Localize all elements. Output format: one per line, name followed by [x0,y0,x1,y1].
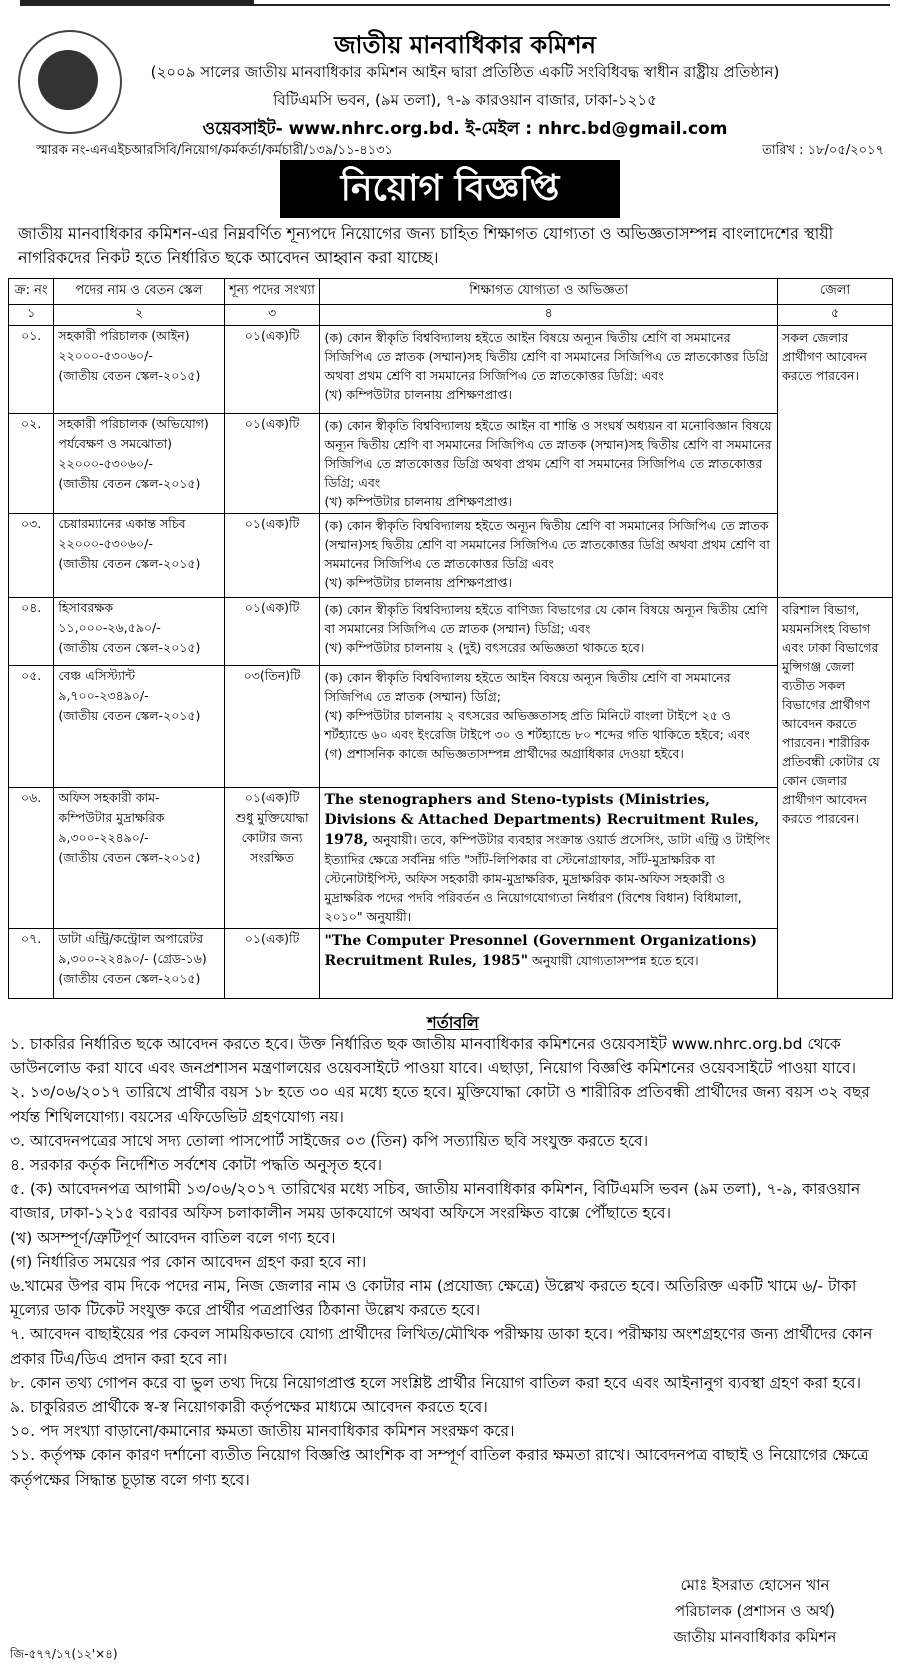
rules-title: The stenographers and Steno-typists (Ministries, Divisions & Attached Departments) Recruitment Rules, 1978, [324,792,760,848]
signature-block [615,1572,895,1650]
row-qualification: The stenographers and Steno-typists (Ministries, Divisions & Attached Departments) Recruitment Rules, 1978, অনুযায়ী। তবে, কম্পিউটার ব্যবহার সংক্রান্ত ওয়ার্ড প্রসেসিং, ডাটা এন্ট্রি ও টাইপিং ইত্যাদির ক্ষেত্রে সর্বনিম্ন গতি "সাঁট-লিপিকার বা স্টেনোগ্রাফার, সাঁট-মুদ্রাক্ষরিক বা স্টেনোটাইপিস্ট, অফিস সহকারী কাম-মুদ্রাক্ষরিক, মুদ্রাক্ষরিক কাম-অফিস সহকারী ও মুদ্রাক্ষরিক পদের পদবি পরিবর্তন ও নিয়োগযোগ্যতা নির্ধারণ (বিশেষ বিধান) বিধিমালা, ২০১০" অনুযায়ী। [320,788,778,929]
condition-item: ১. চাকরির নির্ধারিত ছকে আবেদন করতে হবে। উক্ত নির্ধারিত ছক জাতীয় মানবাধিকার কমিশনের ওয়েবসাইট www.nhrc.org.bd থেকে ডাউনলোড করা যাবে এবং জনপ্রশাসন মন্ত্রণালয়ের ওয়েবসাইটে পাওয়া যাবে। এছাড়া, নিয়োগ বিজ্ঞপ্তি কমিশনের ওয়েবসাইটে পাওয়া যাবে। [10,1035,857,1078]
condition-item: ৫. (ক) আবেদনপত্র আগামী ১৩/০৬/২০১৭ তারিখের মধ্যে সচিব, জাতীয় মানবাধিকার কমিশন, বিটিএমসি ভবন (৯ম তলা), ৭-৯, কারওয়ান বাজার, ঢাকা-১২১৫ বরাবর অফিস চলাকালীন সময় ডাকযোগে অথবা অফিসে সংরক্ষিত বাক্সে পৌঁছাতে হবে। [10,1180,861,1223]
row-qualification: (ক) কোন স্বীকৃতি বিশ্ববিদ্যালয় হইতে অন্যূন দ্বিতীয় শ্রেণি বা সমমানের সিজিপিএ তে স্নাতক (সম্মান)সহ দ্বিতীয় শ্রেণি বা সমমানের সিজিপিএ তে স্নাতকোত্তর ডিগ্রি অথবা প্রথম শ্রেণি বা সমমানের সিজিপিএ তে স্নাতকোত্তর ডিগ্রি এবং (খ) কম্পিউটার চালনায় প্রশিক্ষণপ্রাপ্ত। [320,514,778,598]
reference-row [36,141,884,162]
org-title: জাতীয় মানবাধিকার কমিশন [334,31,596,59]
condition-item: ৬.খামের উপর বাম দিকে পদের নাম, নিজ জেলার নাম ও কোটার নাম (প্রযোজ্য ক্ষেত্রে) উল্লেখ করতে হবে। অতিরিক্ত একটি খামে ৬/- টাকা মূল্যের ডাক টিকেট সংযুক্ত করে প্রার্থীর পত্রপ্রাপ্তির ঠিকানা উল্লেখ করতে হবে। [10,1277,857,1320]
rules-title: "The Computer Presonnel (Government Organizations) Recruitment Rules, 1985" [324,933,757,969]
row-qualification: (ক) কোন স্বীকৃতি বিশ্ববিদ্যালয় হইতে বাণিজ্য বিভাগের যে কোন বিষয়ে অন্যূন দ্বিতীয় শ্রেণি বা সমমানের সিজিপিএ তে স্নাতক (সম্মান) ডিগ্রি; এবং (খ) কম্পিউটার চালনায় ২ (দুই) বৎসরের অভিজ্ঞতা থাকতে হবে। [320,598,778,666]
row-serial: ০১. [9,326,54,414]
row-count: ০৩(তিন)টি [224,666,320,788]
conditions-list [10,1032,888,1492]
row-serial: ০৬. [9,788,54,929]
row-serial: ০৩. [9,514,54,598]
reference-number: স্মারক নং-এনএইচআরসিবি/নিয়োগ/কর্মকর্তা/কর্মচারী/১৩৯/১১-৪১৩১ [36,143,393,158]
org-address: বিটিএমসি ভবন, (৯ম তলা), ৭-৯ কারওয়ান বাজার, ঢাকা-১২১৫ [273,91,657,109]
job-table [8,278,893,999]
condition-item: ৭. আবেদন বাছাইয়ের পর কেবল সাময়িকভাবে যোগ্য প্রার্থীদের লিখিত/মৌখিক পরীক্ষায় ডাকা হবে। পরীক্ষায় অংশগ্রহণের জন্য প্রার্থীদের কোন প্রকার টিএ/ডিএ প্রদান করা হবে না। [10,1325,873,1368]
header-post: পদের নাম ও বেতন স্কেল [54,279,224,305]
footnote: জি-৫৭৭/১৭(১২'×৪) [10,1647,118,1661]
signatory-designation: পরিচালক (প্রশাসন ও অর্থ) [675,1602,835,1620]
condition-item: ৪. সরকার কর্তৃক নির্দেশিত সর্বশেষ কোটা পদ্ধতি অনুসৃত হবে। [10,1156,383,1175]
table-row [9,414,893,514]
row-post: সহকারী পরিচালক (অভিযোগ) পর্যবেক্ষণ ও সমঝোতা) ২২০০০-৫৩০৬০/- (জাতীয় বেতন স্কেল-২০১৫) [54,414,224,514]
condition-item: ৮. কোন তথ্য গোপন করে বা ভুল তথ্য দিয়ে নিয়োগপ্রাপ্ত হলে সংশ্লিষ্ট প্রার্থীর নিয়োগ বাতিল করা হবে এবং আইনানুগ ব্যবস্থা গ্রহণ করা হবে। [10,1373,862,1392]
col-number: ৪ [320,305,778,326]
col-number: ৫ [778,305,893,326]
row-post: ডাটা এন্ট্রি/কন্ট্রোল অপারেটর ৯,৩০০-২২৪৯০/- (গ্রেড-১৬) (জাতীয় বেতন স্কেল-২০১৫) [54,929,224,999]
condition-item: ৩. আবেদনপত্রের সাথে সদ্য তোলা পাসপোর্ট সাইজের ০৩ (তিন) কপি সত্যায়িত ছবি সংযুক্ত করতে হবে। [10,1131,649,1150]
table-row [9,514,893,598]
row-count: ০১(এক)টি [224,598,320,666]
org-web-email: ওয়েবসাইট- www.nhrc.org.bd. ই-মেইল : nhrc.bd@gmail.com [202,119,728,139]
letterhead [0,12,906,139]
row-qualification: (ক) কোন স্বীকৃতি বিশ্ববিদ্যালয় হইতে আইন বিষয়ে অন্যূন দ্বিতীয় শ্রেণি বা সমমানের সিজিপিএ তে স্নাতক (সম্মান) ডিগ্রি; (খ) কম্পিউটার চালনায় ২ বৎসরের অভিজ্ঞতাসহ প্রতি মিনিটে বাংলা টাইপে ২৫ ও শর্টহ্যান্ডে ৬০ এবং ইংরেজি টাইপে ৩০ ও শর্টহ্যান্ডে ৮০ শব্দের গতি থাকিতে হইবে; এবং (গ) প্রশাসনিক কাজে অভিজ্ঞতাসম্পন্ন প্রার্থীদের অগ্রাধিকার দেওয়া হইবে। [320,666,778,788]
row-serial: ০৪. [9,598,54,666]
notice-date: তারিখ : ১৮/০৫/২০১৭ [762,143,884,158]
row-count: ০১(এক)টি [224,514,320,598]
col-number: ১ [9,305,54,326]
top-rule [20,0,890,6]
column-number-row [9,305,893,326]
table-row [9,666,893,788]
row-qualification: (ক) কোন স্বীকৃতি বিশ্ববিদ্যালয় হইতে আইন বা শান্তি ও সংঘর্ষ অধ্যয়ন বা মনোবিজ্ঞান বিষয়ে অন্যূন দ্বিতীয় শ্রেণি বা সমমানের সিজিপিএ তে স্নাতক (সম্মান)সহ দ্বিতীয় শ্রেণি বা সমমানের সিজিপিএ তে স্নাতকোত্তর ডিগ্রি অথবা প্রথম শ্রেণি বা সমমানের সিজিপিএ তে স্নাতকোত্তর ডিগ্রি; এবং (খ) কম্পিউটার চালনায় প্রশিক্ষণপ্রাপ্ত। [320,414,778,514]
row-post: হিসাবরক্ষক ১১,০০০-২৬,৫৯০/- (জাতীয় বেতন স্কেল-২০১৫) [54,598,224,666]
row-district: বরিশাল বিভাগ, ময়মনসিংহ বিভাগ এবং ঢাকা বিভাগের মুন্সিগঞ্জ জেলা ব্যতীত সকল বিভাগের প্রার্থীগণ আবেদন করতে পারবেন। শারীরিক প্রতিবন্ধী কোটার যে কোন জেলার প্রার্থীগণ আবেদন করতে পারবেন। [778,598,893,999]
row-post: চেয়ারম্যানের একান্ত সচিব ২২০০০-৫৩০৬০/- (জাতীয় বেতন স্কেল-২০১৫) [54,514,224,598]
row-qualification: "The Computer Presonnel (Government Organizations) Recruitment Rules, 1985" অনুযায়ী যোগ্যতাসম্পন্ন হতে হবে। [320,929,778,999]
row-qualification: (ক) কোন স্বীকৃতি বিশ্ববিদ্যালয় হইতে আইন বিষয়ে অন্যূন দ্বিতীয় শ্রেণি বা সমমানের সিজিপিএ তে স্নাতক (সম্মান)সহ দ্বিতীয় শ্রেণি বা সমমানের সিজিপিএ তে স্নাতকোত্তর ডিগ্রি অথবা প্রথম শ্রেণি বা সমমানের সিজিপিএ তে স্নাতকোত্তর ডিগ্রি: এবং (খ) কম্পিউটার চালনায় প্রশিক্ষণপ্রাপ্ত। [320,326,778,414]
header-qualification: শিক্ষাগত যোগ্যতা ও অভিজ্ঞতা [320,279,778,305]
row-district: সকল জেলার প্রার্থীগণ আবেদন করতে পারবেন। [778,326,893,598]
table-header-row [9,279,893,305]
header-count: শূন্য পদের সংখ্যা [224,279,320,305]
header-district: জেলা [778,279,893,305]
condition-item: ১১. কর্তৃপক্ষ কোন কারণ দর্শানো ব্যতীত নিয়োগ বিজ্ঞপ্তি আংশিক বা সম্পূর্ণ বাতিল করার ক্ষমতা রাখে। আবেদনপত্র বাছাই ও নিয়োগের ক্ষেত্রে কর্তৃপক্ষের সিদ্ধান্ত চূড়ান্ত বলে গণ্য হবে। [10,1446,869,1489]
condition-item: ৯. চাকুরিরত প্রার্থীকে স্ব-স্ব নিয়োগকারী কর্তৃপক্ষের মাধ্যমে আবেদন করতে হবে। [10,1398,488,1417]
table-row [9,598,893,666]
nhrc-logo [18,30,122,134]
row-count: ০১(এক)টি [224,414,320,514]
condition-item: ২. ১৩/০৬/২০১৭ তারিখে প্রার্থীর বয়স ১৮ হতে ৩০ এর মধ্যে হতে হবে। মুক্তিযোদ্ধা কোটা ও শারীরিক প্রতিবন্ধী প্রার্থীদের জন্য বয়স ৩২ বছর পর্যন্ত শিথিলযোগ্য। বয়সের এফিডেভিট গ্রহণযোগ্য নয়। [10,1083,870,1126]
header-serial: ক্র: নং [9,279,54,305]
notice-banner: নিয়োগ বিজ্ঞপ্তি [280,160,620,218]
row-count: ০১(এক)টি [224,929,320,999]
condition-item: (গ) নির্ধারিত সময়ের পর কোন আবেদন গ্রহণ করা হবে না। [10,1252,367,1271]
signatory-name: মোঃ ইসরাত হোসেন খান [680,1576,830,1594]
col-number: ২ [54,305,224,326]
table-row [9,929,893,999]
condition-item: (খ) অসম্পূর্ণ/ত্রুটিপূর্ণ আবেদন বাতিল বলে গণ্য হবে। [10,1228,336,1247]
intro-text: জাতীয় মানবাধিকার কমিশন-এর নিম্নবর্ণিত শূন্যপদে নিয়োগের জন্য চাহিত শিক্ষাগত যোগ্যতা ও অভিজ্ঞতাসম্পন্ন বাংলাদেশের স্থায়ী নাগরিকদের নিকট হতে নির্ধারিত ছকে আবেদন আহ্বান করা যাচ্ছে। [18,224,834,267]
signatory-org: জাতীয় মানবাধিকার কমিশন [673,1628,837,1646]
row-post: সহকারী পরিচালক (আইন) ২২০০০-৫৩০৬০/- (জাতীয় বেতন স্কেল-২০১৫) [54,326,224,414]
table-row [9,788,893,929]
col-number: ৩ [224,305,320,326]
row-count: ০১(এক)টি [224,326,320,414]
condition-item: ১০. পদ সংখ্যা বাড়ানো/কমানোর ক্ষমতা জাতীয় মানবাধিকার কমিশন সংরক্ষণ করে। [10,1422,515,1441]
row-count: ০১(এক)টি শুধু মুক্তিযোদ্ধা কোটার জন্য সংরক্ষিত [224,788,320,929]
row-post: বেঞ্চ এসিস্ট্যান্ট ৯,৭০০-২৩৪৯০/- (জাতীয় বেতন স্কেল-২০১৫) [54,666,224,788]
row-serial: ০৭. [9,929,54,999]
row-post: অফিস সহকারী কাম- কম্পিউটার মুদ্রাক্ষরিক ৯,৩০০-২২৪৯০/- (জাতীয় বেতন স্কেল-২০১৫) [54,788,224,929]
table-row [9,326,893,414]
row-serial: ০৫. [9,666,54,788]
row-serial: ০২. [9,414,54,514]
org-subtitle: (২০০৯ সালের জাতীয় মানবাধিকার কমিশন আইন দ্বারা প্রতিষ্ঠিত একটি সংবিধিবদ্ধ স্বাধীন রাষ্ট্রীয় প্রতিষ্ঠান) [150,63,780,81]
conditions-heading: শর্তাবলি [427,1013,479,1032]
